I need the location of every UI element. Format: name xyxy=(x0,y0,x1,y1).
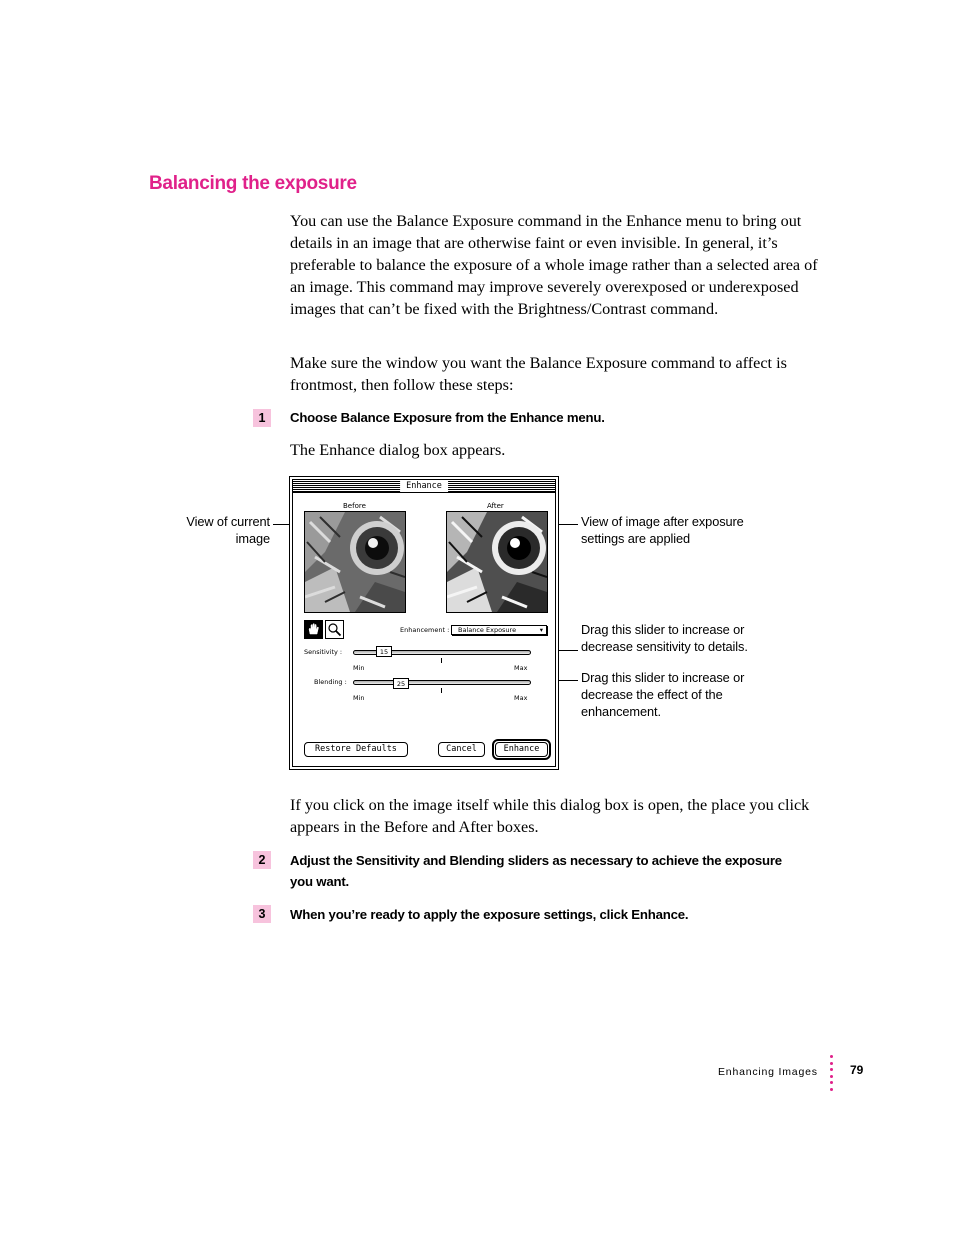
owl-eye-after-icon xyxy=(447,512,547,612)
step-number-3: 3 xyxy=(253,905,271,923)
step-text-2: Adjust the Sensitivity and Blending sliders as necessary to achieve the exposure you want. xyxy=(290,853,782,889)
blending-slider-track[interactable] xyxy=(353,680,531,685)
callout-blending: Drag this slider to increase or decrease the effect of the enhancement. xyxy=(581,670,745,719)
magnifier-icon xyxy=(326,621,343,638)
sensitivity-max-label: Max xyxy=(514,664,528,672)
blending-slider-thumb[interactable]: 25 xyxy=(393,678,409,689)
cancel-button[interactable]: Cancel xyxy=(438,742,485,757)
before-image[interactable] xyxy=(304,511,406,613)
sensitivity-min-label: Min xyxy=(353,664,365,672)
after-label: After xyxy=(487,502,504,510)
dialog-title: Enhance xyxy=(400,480,448,492)
enhance-dialog xyxy=(289,476,559,770)
owl-eye-before-icon xyxy=(305,512,405,612)
enhancement-popup[interactable] xyxy=(451,625,547,635)
footer-section-name: Enhancing Images xyxy=(718,1066,818,1078)
callout-before: View of current image xyxy=(186,514,270,546)
blending-min-label: Min xyxy=(353,694,365,702)
click-image-paragraph: If you click on the image itself while this dialog box is open, the place you click appears in the Before and After boxes. xyxy=(290,796,810,836)
enhancement-label: Enhancement : xyxy=(400,626,450,634)
enhancement-popup-value: Balance Exposure xyxy=(458,626,517,634)
blending-max-label: Max xyxy=(514,694,528,702)
restore-defaults-button[interactable]: Restore Defaults xyxy=(304,742,408,757)
intro-paragraph: You can use the Balance Exposure command in the Enhance menu to bring out details in an image that are otherwise faint or even invisible. In general, it’s preferable to balance the exposure of a whole image rather than a selected area of an image. This command may improve severely overexposed or underexposed images that can’t be fixed with the Brightness/Contrast command. xyxy=(290,212,818,318)
chevron-down-icon: ▾ xyxy=(539,626,543,634)
after-image xyxy=(446,511,548,613)
step-number-2: 2 xyxy=(253,851,271,869)
step1-result: The Enhance dialog box appears. xyxy=(290,441,506,459)
step-text-1: Choose Balance Exposure from the Enhance menu. xyxy=(290,410,605,425)
sensitivity-label: Sensitivity : xyxy=(304,648,343,656)
section-heading: Balancing the exposure xyxy=(149,173,357,194)
blending-mid-tick xyxy=(441,688,442,693)
step-text-3: When you’re ready to apply the exposure settings, click Enhance. xyxy=(290,907,689,922)
dialog-titlebar[interactable] xyxy=(293,480,555,493)
callout-sensitivity: Drag this slider to increase or decrease sensitivity to details. xyxy=(581,622,748,654)
sensitivity-slider-thumb[interactable]: 15 xyxy=(376,646,392,657)
before-label: Before xyxy=(343,502,366,510)
sensitivity-mid-tick xyxy=(441,658,442,663)
blending-label: Blending : xyxy=(314,678,347,686)
enhance-button[interactable]: Enhance xyxy=(495,742,548,757)
page-number: 79 xyxy=(850,1063,864,1077)
magnifier-tool-button[interactable] xyxy=(325,620,344,639)
instruction-paragraph: Make sure the window you want the Balance Exposure command to affect is frontmost, then follow these steps: xyxy=(290,354,787,394)
callout-after: View of image after exposure settings are applied xyxy=(581,514,744,546)
footer-dots xyxy=(830,1055,833,1094)
hand-tool-button[interactable] xyxy=(304,620,323,639)
hand-icon xyxy=(305,621,322,638)
step-number-1: 1 xyxy=(253,409,271,427)
dialog-frame xyxy=(292,479,556,767)
